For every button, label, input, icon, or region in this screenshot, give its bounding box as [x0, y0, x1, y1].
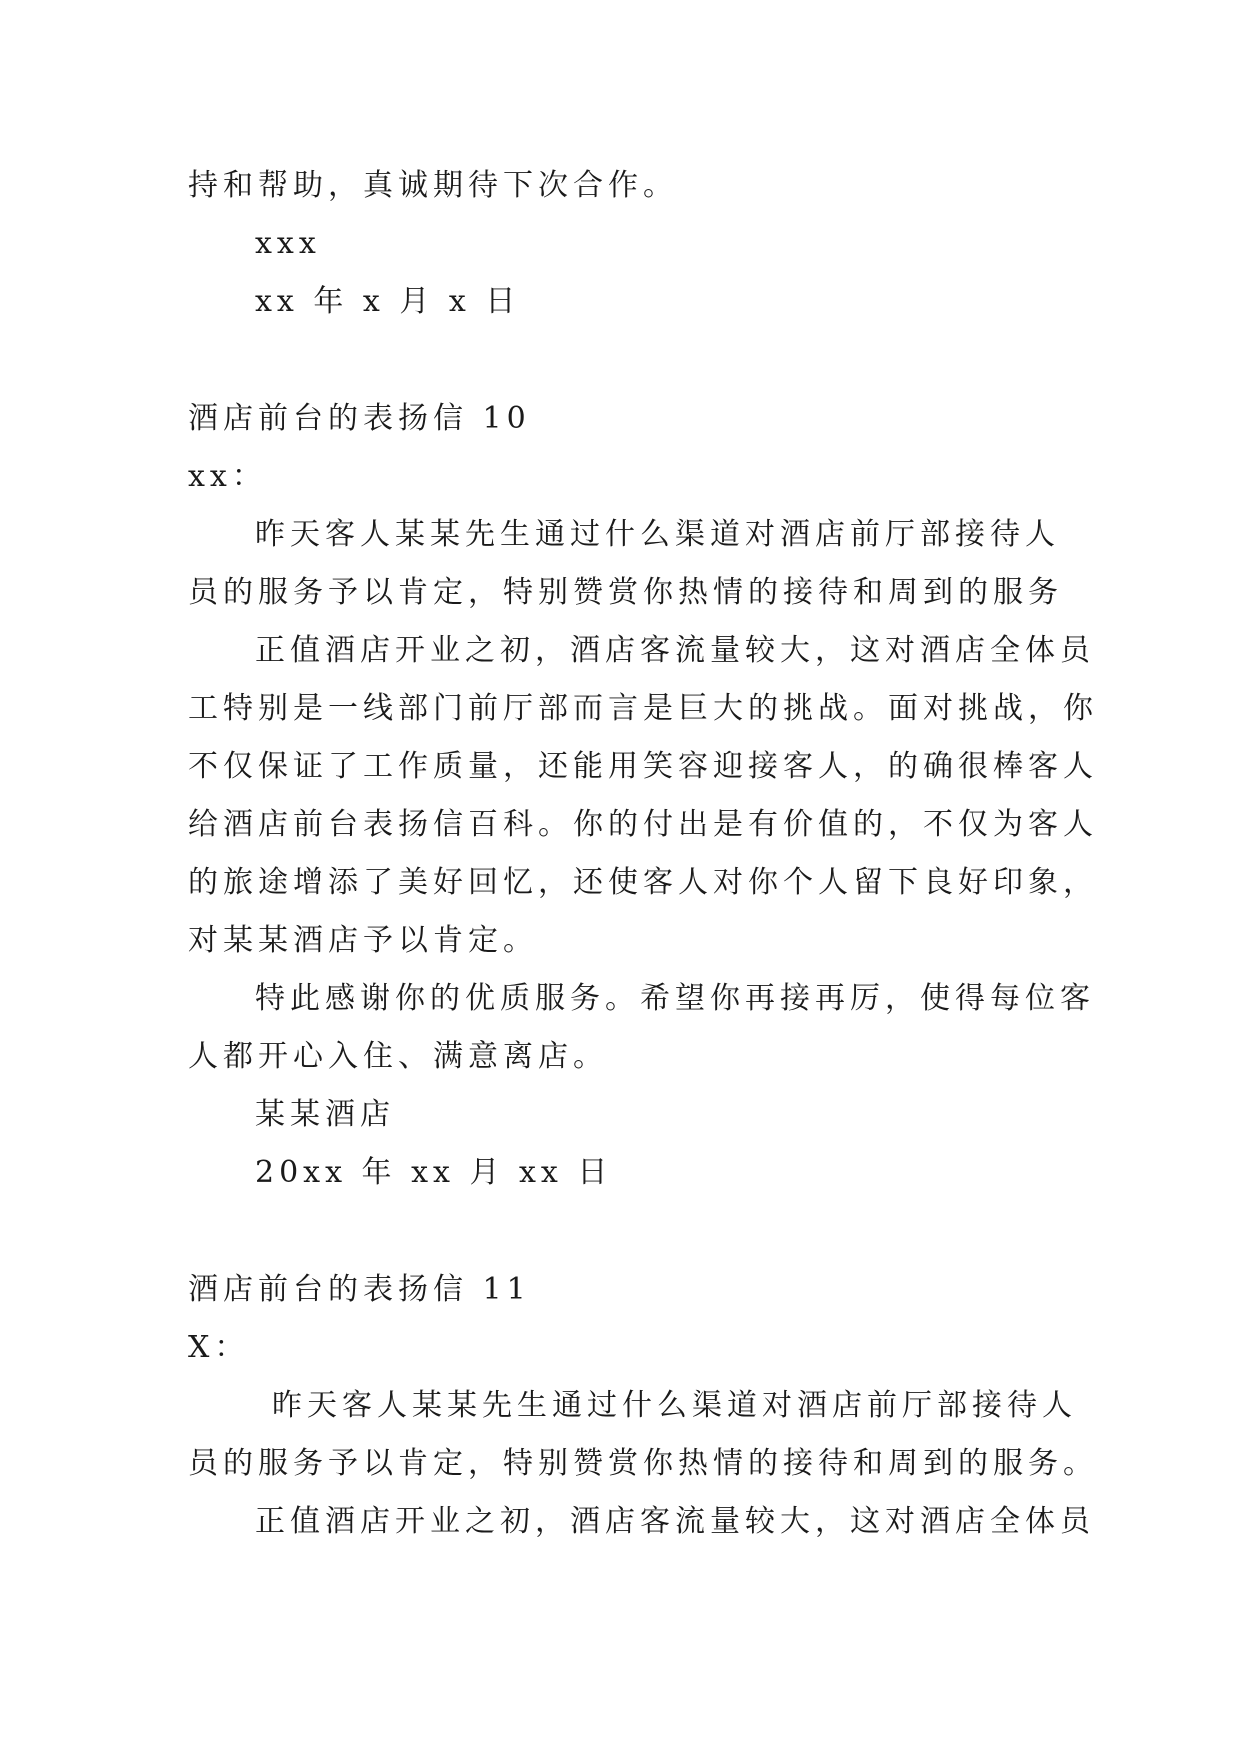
signature-date: xx 年 x 月 x 日 — [255, 284, 521, 319]
text-line: 员的服务予以肯定，特别赞赏你热情的接待和周到的服务。 — [188, 1446, 1098, 1481]
text-line: 特此感谢你的优质服务。希望你再接再厉，使得每位客 — [255, 981, 1095, 1016]
text-line: 的旅途增添了美好回忆，还使客人对你个人留下良好印象， — [188, 865, 1098, 900]
text-line: 给酒店前台表扬信百科。你的付出是有价值的，不仅为客人 — [188, 807, 1098, 842]
text-line: 不仅保证了工作质量，还能用笑容迎接客人，的确很棒客人 — [188, 749, 1098, 784]
salutation: X： — [188, 1330, 250, 1365]
text-line: 持和帮助，真诚期待下次合作。 — [188, 168, 678, 203]
text-line: 昨天客人某某先生通过什么渠道对酒店前厅部接待人 — [255, 517, 1060, 552]
text-line: 昨天客人某某先生通过什么渠道对酒店前厅部接待人 — [272, 1388, 1077, 1423]
text-line: 员的服务予以肯定，特别赞赏你热情的接待和周到的服务 — [188, 575, 1063, 610]
salutation: xx： — [188, 459, 267, 494]
letter-title: 酒店前台的表扬信 10 — [188, 401, 531, 436]
signature-name: xxx — [255, 226, 321, 261]
signature-date: 20xx 年 xx 月 xx 日 — [255, 1155, 613, 1190]
text-line: 正值酒店开业之初，酒店客流量较大，这对酒店全体员 — [255, 1504, 1095, 1539]
text-line: 人都开心入住、满意离店。 — [188, 1039, 608, 1074]
text-line: 工特别是一线部门前厅部而言是巨大的挑战。面对挑战，你 — [188, 691, 1098, 726]
text-line: 正值酒店开业之初，酒店客流量较大，这对酒店全体员 — [255, 633, 1095, 668]
signature-name: 某某酒店 — [255, 1097, 395, 1132]
letter-title: 酒店前台的表扬信 11 — [188, 1272, 531, 1307]
text-line: 对某某酒店予以肯定。 — [188, 923, 538, 958]
